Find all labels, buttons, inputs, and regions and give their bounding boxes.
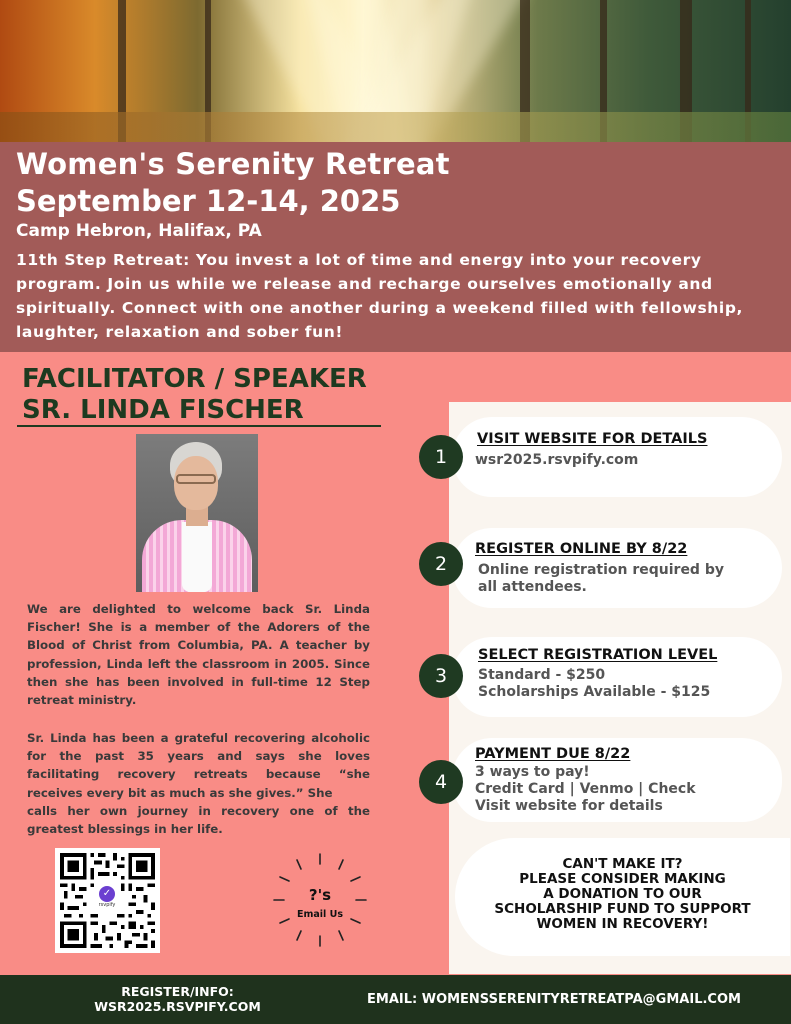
questions-mark: ?'s bbox=[308, 886, 332, 904]
facilitator-role: FACILITATOR / SPEAKER bbox=[22, 364, 367, 394]
donate-line-4: SCHOLARSHIP FUND TO SUPPORT bbox=[494, 901, 751, 917]
speaker-bio-paragraph-2 bbox=[27, 729, 370, 838]
facilitator-name: SR. LINDA FISCHER bbox=[22, 395, 304, 425]
hero-forest-image bbox=[0, 0, 791, 142]
checkmark-icon: ✓ bbox=[99, 886, 115, 902]
event-dates: September 12-14, 2025 bbox=[16, 184, 401, 218]
step-1-body bbox=[475, 452, 638, 469]
footer-register-info bbox=[80, 984, 275, 1014]
donate-line-2: PLEASE CONSIDER MAKING bbox=[519, 871, 726, 887]
speaker-bio-paragraph-1: We are delighted to welcome back Sr. Linda Fischer! She is a member of the Adorers of the Blood of Christ from Columbia, PA. A teacher by profession, Linda left the classroom in 2005. Since then she has been involved in full-time 12 Step retreat ministry. bbox=[27, 602, 370, 708]
facilitator-heading bbox=[22, 364, 367, 426]
email-us-badge[interactable] bbox=[270, 850, 370, 950]
footer-email-link[interactable]: EMAIL: WOMENSSERENITYRETREATPA@GMAIL.COM bbox=[367, 992, 741, 1007]
step-2-body bbox=[478, 562, 724, 596]
registration-qr-code[interactable] bbox=[55, 848, 160, 953]
footer-website-link[interactable]: WSR2025.RSVPIFY.COM bbox=[94, 999, 261, 1014]
step-1-heading[interactable]: VISIT WEBSITE FOR DETAILS bbox=[477, 431, 708, 447]
step-4-line-2: Credit Card | Venmo | Check bbox=[475, 781, 696, 797]
step-2-number: 2 bbox=[419, 542, 463, 586]
step-2-line-1: Online registration required by bbox=[478, 562, 724, 578]
step-4-body bbox=[475, 764, 696, 815]
event-location: Camp Hebron, Halifax, PA bbox=[16, 221, 262, 241]
event-intro: 11th Step Retreat: You invest a lot of time and energy into your recovery program. Join us while we release and recharge ourselves emotionally and spiritually. Connect with one another during a weekend filled with fellowship, laughter, relaxation and sober fun! bbox=[16, 251, 743, 341]
step-1-website-link[interactable]: wsr2025.rsvpify.com bbox=[475, 452, 639, 468]
speaker-bio-paragraph-2b: calls her own journey in recovery one of the greatest blessings in her life. bbox=[27, 803, 370, 837]
step-3-heading: SELECT REGISTRATION LEVEL bbox=[478, 647, 718, 663]
step-2-line-2: all attendees. bbox=[478, 579, 587, 595]
footer-register-label: REGISTER/INFO: bbox=[121, 984, 234, 999]
speaker-photo bbox=[136, 434, 258, 592]
step-4-number: 4 bbox=[419, 760, 463, 804]
step-2-heading: REGISTER ONLINE BY 8/22 bbox=[475, 541, 688, 557]
donation-callout bbox=[455, 838, 790, 956]
footer-bar bbox=[0, 975, 791, 1024]
donate-line-1: CAN'T MAKE IT? bbox=[562, 856, 683, 872]
step-3-body bbox=[478, 667, 710, 701]
email-us-label: Email Us bbox=[297, 909, 343, 920]
step-4-heading: PAYMENT DUE 8/22 bbox=[475, 746, 631, 762]
step-3-line-2: Scholarships Available - $125 bbox=[478, 684, 711, 700]
step-3-line-1: Standard - $250 bbox=[478, 667, 606, 683]
rsvpify-logo bbox=[94, 884, 120, 914]
event-banner bbox=[0, 142, 791, 352]
step-4-line-3: Visit website for details bbox=[475, 798, 663, 814]
step-3-number: 3 bbox=[419, 654, 463, 698]
donate-line-5: WOMEN IN RECOVERY! bbox=[536, 916, 709, 932]
step-4-line-1: 3 ways to pay! bbox=[475, 764, 590, 780]
rsvpify-logo-text: rsvpify bbox=[98, 902, 116, 908]
event-title: Women's Serenity Retreat bbox=[16, 147, 450, 181]
speaker-bio-paragraph-2a: Sr. Linda has been a grateful recovering alcoholic for the past 35 years and says she loves facilitating recovery retreats because “she receives every bit as much as she gives.” She bbox=[27, 731, 370, 800]
heading-divider bbox=[17, 425, 381, 427]
step-1-number: 1 bbox=[419, 435, 463, 479]
donate-line-3: A DONATION TO OUR bbox=[543, 886, 702, 902]
